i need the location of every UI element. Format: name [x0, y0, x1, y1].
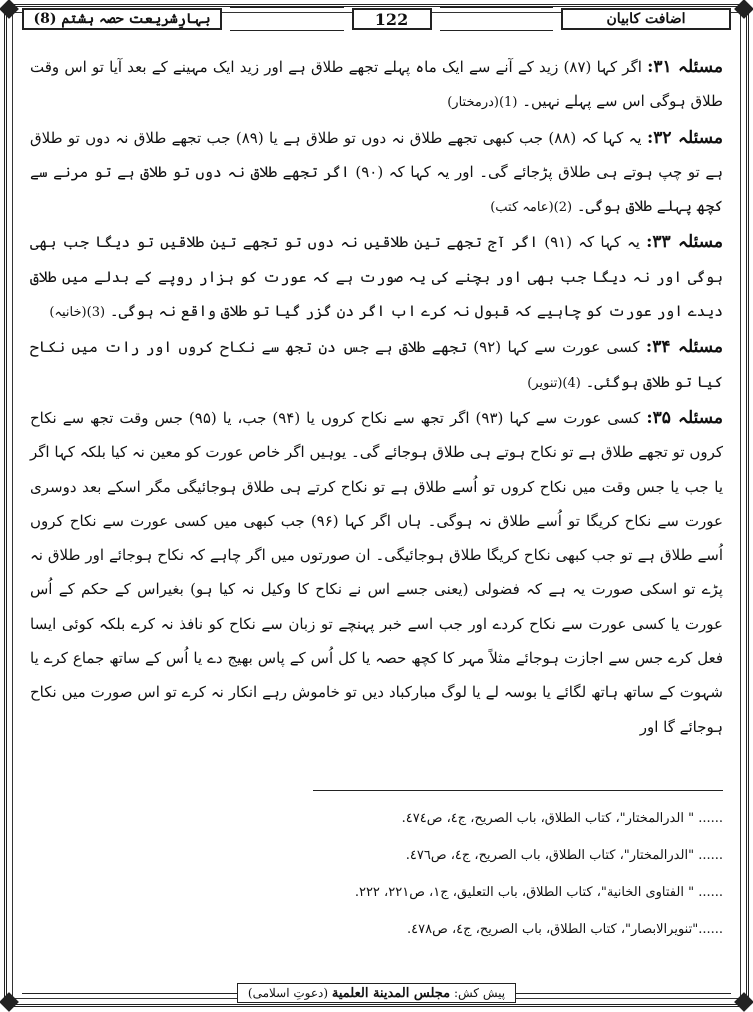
masala-text: اگر کہا (۸۷) زید کے آنے سے ایک ماہ پہلے تجھے طلاق ہے اور زید ایک مہینے کے بعد آیا تو اس وقت طلاق ہوگی اس سے پہلے نہیں۔ — [30, 58, 723, 111]
presenter-label: پیش کش: — [453, 986, 506, 1000]
masala-label: مسئلہ ۳۴: — [645, 337, 723, 358]
header-rule — [230, 7, 344, 31]
reference: (4)(تنویر) — [527, 375, 581, 391]
organization-name: (دعوتِ اسلامی) — [247, 986, 329, 1000]
page-footer — [22, 983, 731, 1003]
main-text — [30, 50, 723, 744]
page-header — [22, 6, 731, 32]
reference: (3)(خانیہ) — [49, 305, 106, 321]
masala-text: یہ کہا کہ (۸۸) جب کبھی تجھے طلاق نہ دوں تو طلاق ہے یا (۸۹) جب تجھے طلاق نہ دوں تو طلاق ہے تو چپ ہوتے ہی طلاق پڑجائے گی۔ اور یہ کہا کہ (۹۰) اگر تجھے طلاق نہ دوں تو طلاق ہے تو مرنے سے کچھ پہلے طلاق ہوگی۔ — [30, 128, 723, 216]
publisher-credit — [237, 983, 516, 1003]
masala-paragraph — [30, 121, 723, 226]
masala-paragraph — [30, 401, 723, 744]
masala-label: مسئلہ ۳۵: — [646, 407, 723, 428]
book-title: بہارِشریعت حصہ ہشتم (8) — [22, 8, 222, 30]
footnote: ...... " الفتاوى الخانية"، كتاب الطلاق، باب التعليق، ج١، ص٢٢١، ٢٢٢. — [354, 885, 723, 900]
masala-text: کسی عورت سے کہا (۹۳) اگر تجھ سے نکاح کروں یا (۹۴) جب، یا (۹۵) جس وقت تجھ سے نکاح کروں تو تجھے طلاق ہے تو نکاح ہوتے ہی طلاق ہوجائے گی۔ یوہیں اگر خاص عورت کو معین نہ کیا بلکہ کہا اگر یا جب یا جس وقت میں نکاح کروں تو اُسے طلاق ہے تو نکاح کرتے ہی طلاق ہوجائیگی مگر اسکے بعد دوسری عورت سے نکاح کریگا تو اُسے طلاق نہ ہوگی۔ ہاں اگر کہا (۹۶) جب کبھی میں کسی عورت سے نکاح کروں اُسے طلاق ہے تو جب کبھی نکاح کریگا طلاق ہوجائیگی۔ ان صورتوں میں اگر چاہے کہ نکاح ہوجائے اور طلاق نہ پڑے تو اسکی صورت یہ ہے کہ فضولی (یعنی جسے اس نے نکاح کا وکیل نہ کیا ہو) بغیراس کے حکم کے اُس عورت یا کسی عورت سے نکاح کردے اور جب اسے خبر پہنچے تو زبان سے نکاح کو نافذ نہ کرے بلکہ کوئی ایسا فعل کرے جس سے اجازت ہوجائے مثلاً مہر کا کچھ حصہ یا کل اُس کے پاس بھیج دے یا اُس کے ساتھ جماع کرے یا شہوت کے ساتھ ہاتھ لگائے یا بوسہ لے یا لوگ مبارکباد دیں تو خاموش رہے انکار نہ کرے تو اس صورت میں نکاح ہوجائے گا اور — [30, 408, 723, 736]
masala-paragraph — [30, 225, 723, 330]
masala-label: مسئلہ ۳۱: — [647, 57, 723, 77]
reference: (2)(عامہ کتب) — [490, 200, 573, 216]
masala-text: کسی عورت سے کہا (۹۲) تجھے طلاق ہے جس دن تجھ سے نکاح کروں اور رات میں نکاح کیا تو طلاق ہوگئی۔ — [30, 338, 723, 391]
masala-label: مسئلہ ۳۲: — [646, 127, 724, 148]
masala-text: یہ کہا کہ (۹۱) اگر آج تجھے تین طلاقیں نہ دوں تو تجھے تین طلاقیں تو دیگا جب بھی ہوگی اور نہ دیگا جب بھی اور بچنے کی یہ صورت ہے کہ عورت کو ہزار روپے کے بدلے میں طلاق دیدے اور عورت کو چاہیے کہ قبول نہ کرے اب اگر دن گزر گیا تو طلاق واقع نہ ہوگی۔ — [30, 233, 723, 321]
masala-paragraph — [30, 50, 723, 121]
publisher-name: مجلس المدينة العلمية — [331, 986, 451, 1001]
footnote: ...... "الدرالمختار"، كتاب الطلاق، باب الصريح، ج٤، ص٤٧٦. — [405, 848, 723, 863]
masala-label: مسئلہ ۳۳: — [646, 232, 723, 253]
masala-paragraph — [30, 330, 723, 401]
footnote-divider — [313, 790, 723, 791]
chapter-title: اضافت کابیان — [561, 8, 731, 30]
reference: (1)(درمختار) — [447, 95, 518, 111]
footnotes — [223, 800, 723, 948]
footnote: ......"تنويرالابصار"، كتاب الطلاق، باب الصريح، ج٤، ص٤٧٨. — [407, 922, 723, 937]
page-number: 122 — [352, 8, 432, 30]
footnote: ...... " الدرالمختار"، كتاب الطلاق، باب الصريح، ج٤، ص٤٧٤. — [401, 811, 723, 826]
header-rule — [440, 7, 554, 31]
